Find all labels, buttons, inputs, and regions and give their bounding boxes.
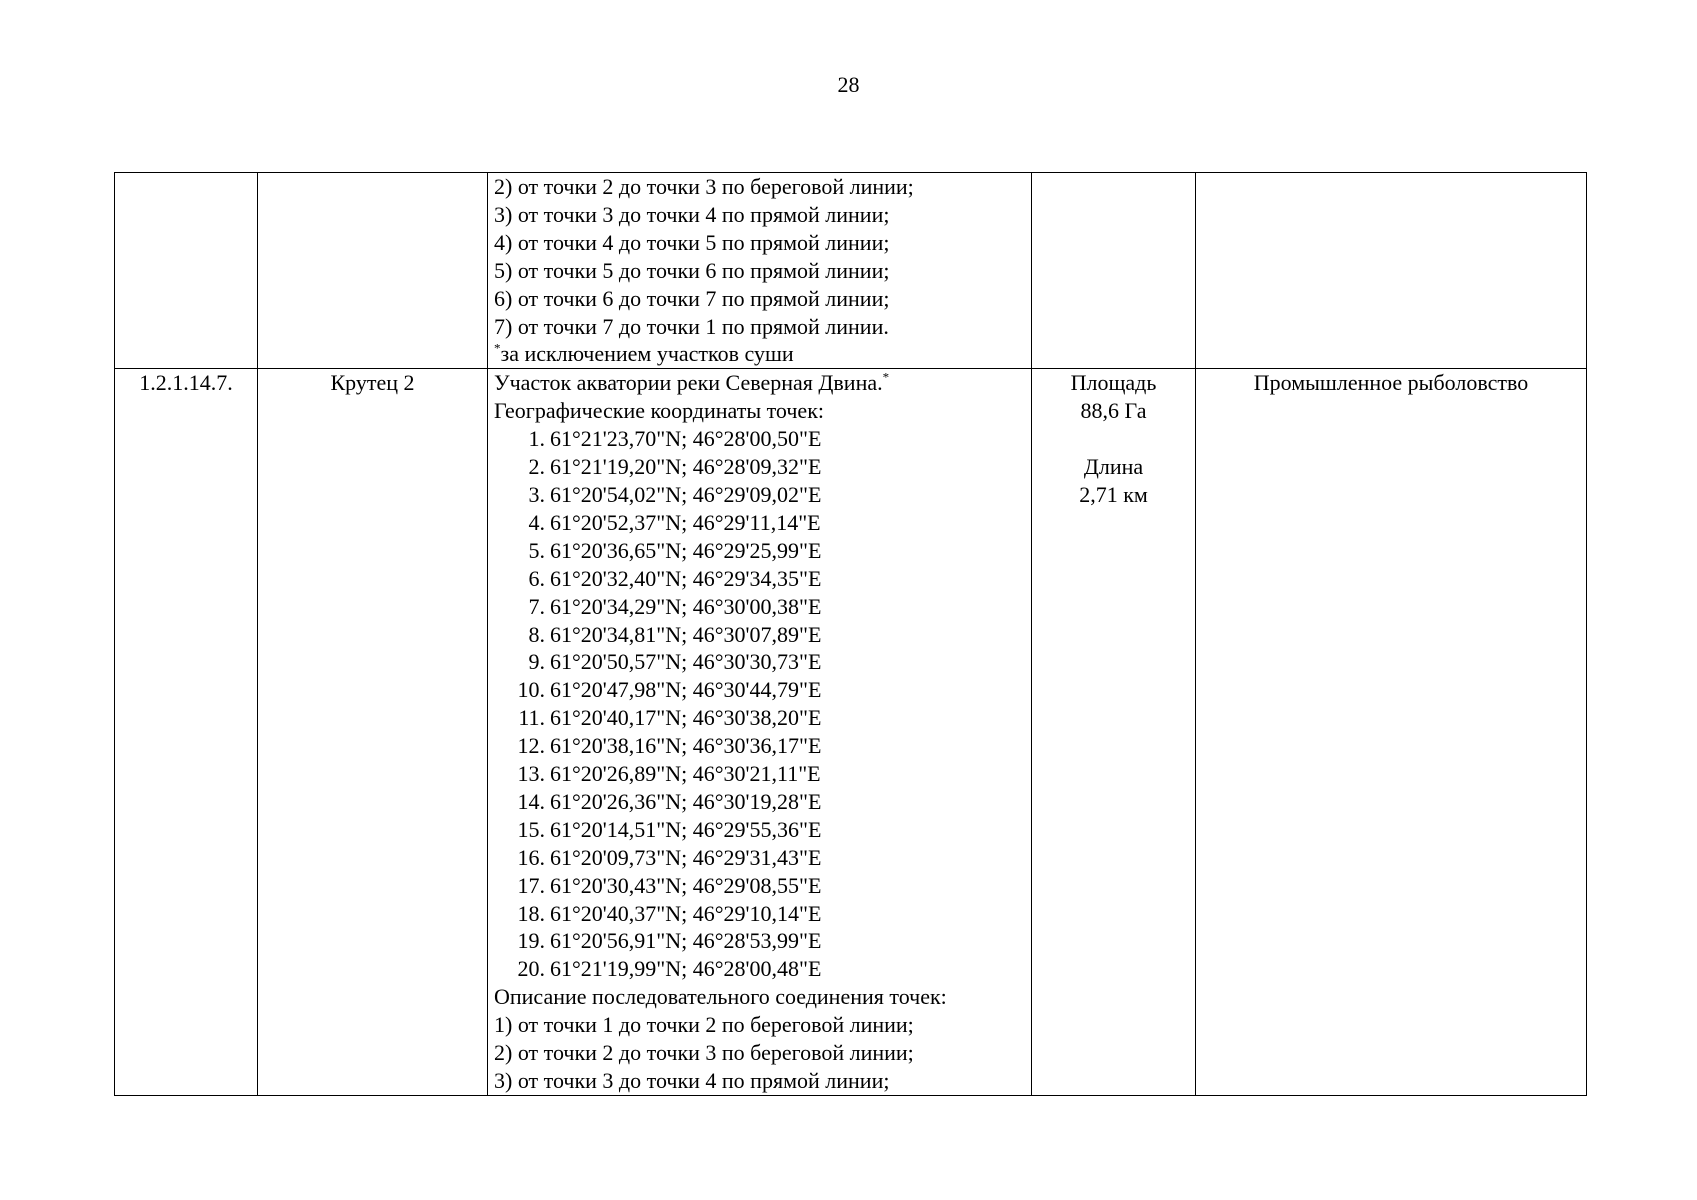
coordinate-value: 61°21'19,99"N; 46°28'00,48"E [550,956,822,982]
connection-line: 2) от точки 2 до точки 3 по береговой линии; [494,174,914,199]
coordinate-item [494,760,1025,788]
coordinate-number: 5. [528,537,545,563]
footnote-line [494,340,1025,368]
coordinate-value: 61°20'34,29"N; 46°30'00,38"E [550,593,822,619]
coordinate-item [494,844,1025,872]
site-name-cell: Крутец 2 [258,369,488,1096]
coordinate-value: 61°20'30,43"N; 46°29'08,55"E [550,872,822,898]
site-description-cell [488,369,1032,1096]
site-size-cell [1032,369,1196,1096]
site-number-cell: 1.2.1.14.7. [115,369,258,1096]
site-size-cell [1032,173,1196,369]
coordinate-item [494,900,1025,928]
coordinate-number: 9. [528,649,545,675]
spacer [1038,425,1189,453]
page-number: 28 [837,72,860,97]
coordinate-value: 61°20'54,02"N; 46°29'09,02"E [550,481,822,507]
site-usage-cell [1196,173,1587,369]
coordinate-value: 61°20'26,36"N; 46°30'19,28"E [550,788,822,814]
site-description-cell [488,173,1032,369]
coordinate-item [494,732,1025,760]
coordinate-value: 61°20'40,17"N; 46°30'38,20"E [550,705,822,731]
coordinate-item [494,927,1025,955]
coordinate-number: 6. [528,565,545,591]
coordinate-number: 1. [528,426,545,452]
coordinate-item [494,537,1025,565]
coordinate-item [494,509,1025,537]
footnote-text: за исключением участков суши [500,341,794,367]
coordinate-item [494,816,1025,844]
coordinate-item [494,788,1025,816]
connection-line: 3) от точки 3 до точки 4 по прямой линии; [494,1068,890,1093]
connection-line: 7) от точки 7 до точки 1 по прямой линии. [494,313,889,339]
coordinate-item [494,872,1025,900]
coordinate-value: 61°20'36,65"N; 46°29'25,99"E [550,537,822,563]
connection-line: 4) от точки 4 до точки 5 по прямой линии; [494,229,890,255]
coordinate-number: 12. [517,733,545,759]
coordinate-item [494,955,1025,983]
coordinate-number: 3. [528,481,545,507]
coordinate-number: 4. [528,509,545,535]
coordinate-value: 61°20'52,37"N; 46°29'11,14"E [550,509,821,535]
coordinate-number: 7. [528,593,545,619]
area-label: Площадь [1070,370,1157,396]
coordinate-number: 13. [517,761,545,787]
connection-line: 5) от точки 5 до точки 6 по прямой линии; [494,257,890,283]
coordinate-number: 11. [518,705,545,731]
coordinate-value: 61°20'26,89"N; 46°30'21,11"E [550,761,821,787]
coordinate-value: 61°20'56,91"N; 46°28'53,99"E [550,928,822,954]
coordinate-number: 18. [517,900,545,926]
coordinate-value: 61°20'34,81"N; 46°30'07,89"E [550,621,822,647]
coordinate-value: 61°20'40,37"N; 46°29'10,14"E [550,900,822,926]
coordinate-number: 8. [528,621,545,647]
area-title: Участок акватории реки Северная Двина.* [494,370,890,396]
coordinate-value: 61°20'14,51"N; 46°29'55,36"E [550,816,822,842]
coordinate-item [494,704,1025,732]
connection-line: 1) от точки 1 до точки 2 по береговой линии; [494,1012,914,1038]
site-usage-cell: Промышленное рыболовство [1196,369,1587,1096]
coordinate-number: 14. [517,788,545,814]
coordinates-list [494,425,1025,983]
area-value: 88,6 Га [1080,398,1147,424]
footnote-mark: * [494,341,501,357]
coordinate-item [494,481,1025,509]
table-row-site [115,369,1587,1096]
coordinate-number: 10. [517,677,545,703]
coordinate-number: 20. [517,956,545,982]
length-value: 2,71 км [1079,481,1148,507]
coordinate-number: 19. [517,928,545,954]
coordinate-item [494,621,1025,649]
coordinate-item [494,565,1025,593]
connection-line: 2) от точки 2 до точки 3 по береговой линии; [494,1040,914,1066]
coordinate-item [494,593,1025,621]
connection-heading: Описание последовательного соединения точек: [494,984,947,1010]
coordinate-item [494,676,1025,704]
site-name-cell [258,173,488,369]
coordinate-number: 16. [517,844,545,870]
footnote-mark: * [882,370,890,386]
coordinate-value: 61°20'38,16"N; 46°30'36,17"E [550,733,822,759]
coordinate-number: 2. [528,454,545,480]
table-row-continuation [115,173,1587,369]
coordinate-number: 17. [517,872,545,898]
coordinate-number: 15. [517,816,545,842]
coordinate-value: 61°20'09,73"N; 46°29'31,43"E [550,844,822,870]
coordinate-item [494,648,1025,676]
coordinates-heading: Географические координаты точек: [494,398,824,424]
coordinate-value: 61°21'23,70"N; 46°28'00,50"E [550,426,822,452]
length-label: Длина [1083,454,1144,480]
fishing-sites-table [114,172,1587,1096]
coordinate-value: 61°20'32,40"N; 46°29'34,35"E [550,565,822,591]
coordinate-item [494,453,1025,481]
coordinate-value: 61°20'47,98"N; 46°30'44,79"E [550,677,822,703]
coordinate-value: 61°21'19,20"N; 46°28'09,32"E [550,454,822,480]
coordinate-value: 61°20'50,57"N; 46°30'30,73"E [550,649,822,675]
site-number-cell [115,173,258,369]
connection-line: 6) от точки 6 до точки 7 по прямой линии; [494,285,890,311]
coordinate-item [494,425,1025,453]
connection-line: 3) от точки 3 до точки 4 по прямой линии; [494,201,890,227]
